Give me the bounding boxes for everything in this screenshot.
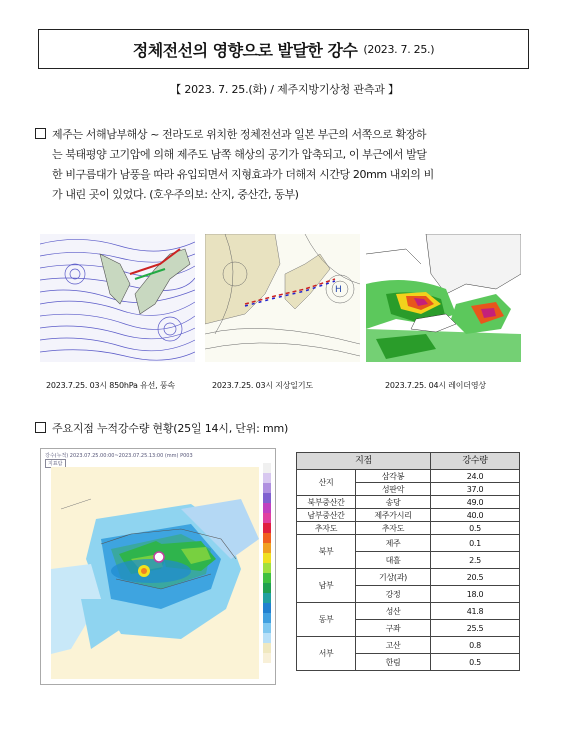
figure-caption: 2023.7.25. 03시 850hPa 유선, 풍속 — [46, 381, 175, 390]
region-cell: 남부 — [297, 569, 356, 603]
site-cell: 제주가시리 — [356, 509, 431, 522]
surface-weather-chart-image — [205, 234, 360, 362]
table-row — [297, 535, 520, 552]
site-cell: 고산 — [356, 637, 431, 654]
value-cell: 20.5 — [431, 569, 520, 586]
region-cell: 추자도 — [297, 522, 356, 535]
value-cell: 0.8 — [431, 637, 520, 654]
value-cell: 25.5 — [431, 620, 520, 637]
value-cell: 41.8 — [431, 603, 520, 620]
map-header: 강수(누적) 2023.07.25.00:00~2023.07.25.13:00 (mm) P003 — [45, 453, 193, 459]
accumulated-rainfall-map — [40, 448, 276, 685]
value-cell: 24.0 — [431, 470, 520, 483]
rainfall-map-graphic — [41, 449, 276, 685]
checkbox-bullet-icon — [35, 422, 46, 433]
summary-paragraph — [35, 125, 535, 205]
region-cell: 북부 — [297, 535, 356, 569]
paragraph-line: 가 내린 곳이 있었다. (호우주의보: 산지, 중산간, 동부) — [52, 188, 299, 201]
value-cell: 37.0 — [431, 483, 520, 496]
site-cell: 추자도 — [356, 522, 431, 535]
rainfall-table — [296, 452, 520, 671]
section-title: 주요지점 누적강수량 현황(25일 14시, 단위: mm) — [35, 420, 288, 436]
site-cell: 삼각봉 — [356, 470, 431, 483]
report-subtitle: 【 2023. 7. 25.(화) / 제주지방기상청 관측과 】 — [170, 83, 399, 96]
title-date: (2023. 7. 25.) — [363, 42, 435, 56]
map-tag: 지표탐 — [45, 459, 66, 468]
table-row — [297, 569, 520, 586]
figure-caption: 2023.7.25. 03시 지상일기도 — [212, 381, 313, 390]
region-cell: 북부중산간 — [297, 496, 356, 509]
region-cell: 서부 — [297, 637, 356, 671]
figure-caption: 2023.7.25. 04시 레이더영상 — [385, 381, 486, 390]
value-cell: 0.1 — [431, 535, 520, 552]
value-cell: 40.0 — [431, 509, 520, 522]
paragraph-line: 제주는 서해남부해상 ~ 전라도로 위치한 정체전선과 일본 부근의 서쪽으로 확장하 — [52, 128, 427, 141]
table-row — [297, 603, 520, 620]
region-cell: 동부 — [297, 603, 356, 637]
column-header-site: 지점 — [297, 453, 431, 470]
table-header-row — [297, 453, 520, 470]
site-cell: 성산 — [356, 603, 431, 620]
table-row — [297, 637, 520, 654]
title-box — [38, 29, 529, 69]
region-cell: 남부중산간 — [297, 509, 356, 522]
value-cell: 18.0 — [431, 586, 520, 603]
site-cell: 제주 — [356, 535, 431, 552]
table-row — [297, 470, 520, 483]
radar-image — [366, 234, 521, 362]
site-cell: 강정 — [356, 586, 431, 603]
value-cell: 0.5 — [431, 522, 520, 535]
site-cell: 한림 — [356, 654, 431, 671]
table-row — [297, 509, 520, 522]
column-header-precip: 강수량 — [431, 453, 520, 470]
paragraph-line: 한 비구름대가 남풍을 따라 유입되면서 지형효과가 더해져 시간당 20mm 내외의 비 — [52, 168, 434, 181]
value-cell: 49.0 — [431, 496, 520, 509]
streamline-850hpa-image — [40, 234, 195, 362]
value-cell: 2.5 — [431, 552, 520, 569]
site-cell: 송당 — [356, 496, 431, 509]
site-cell: 구좌 — [356, 620, 431, 637]
region-cell: 산지 — [297, 470, 356, 496]
value-cell: 0.5 — [431, 654, 520, 671]
svg-text:H: H — [335, 285, 342, 295]
table-row — [297, 522, 520, 535]
site-cell: 대흘 — [356, 552, 431, 569]
paragraph-line: 는 북태평양 고기압에 의해 제주도 남쪽 해상의 공기가 압축되고, 이 부근에서 발달 — [52, 148, 427, 161]
page-title: 정체전선의 영향으로 발달한 강수 — [132, 40, 358, 60]
site-cell: 성판악 — [356, 483, 431, 496]
table-row — [297, 496, 520, 509]
site-cell: 기상(과) — [356, 569, 431, 586]
checkbox-bullet-icon — [35, 128, 46, 139]
